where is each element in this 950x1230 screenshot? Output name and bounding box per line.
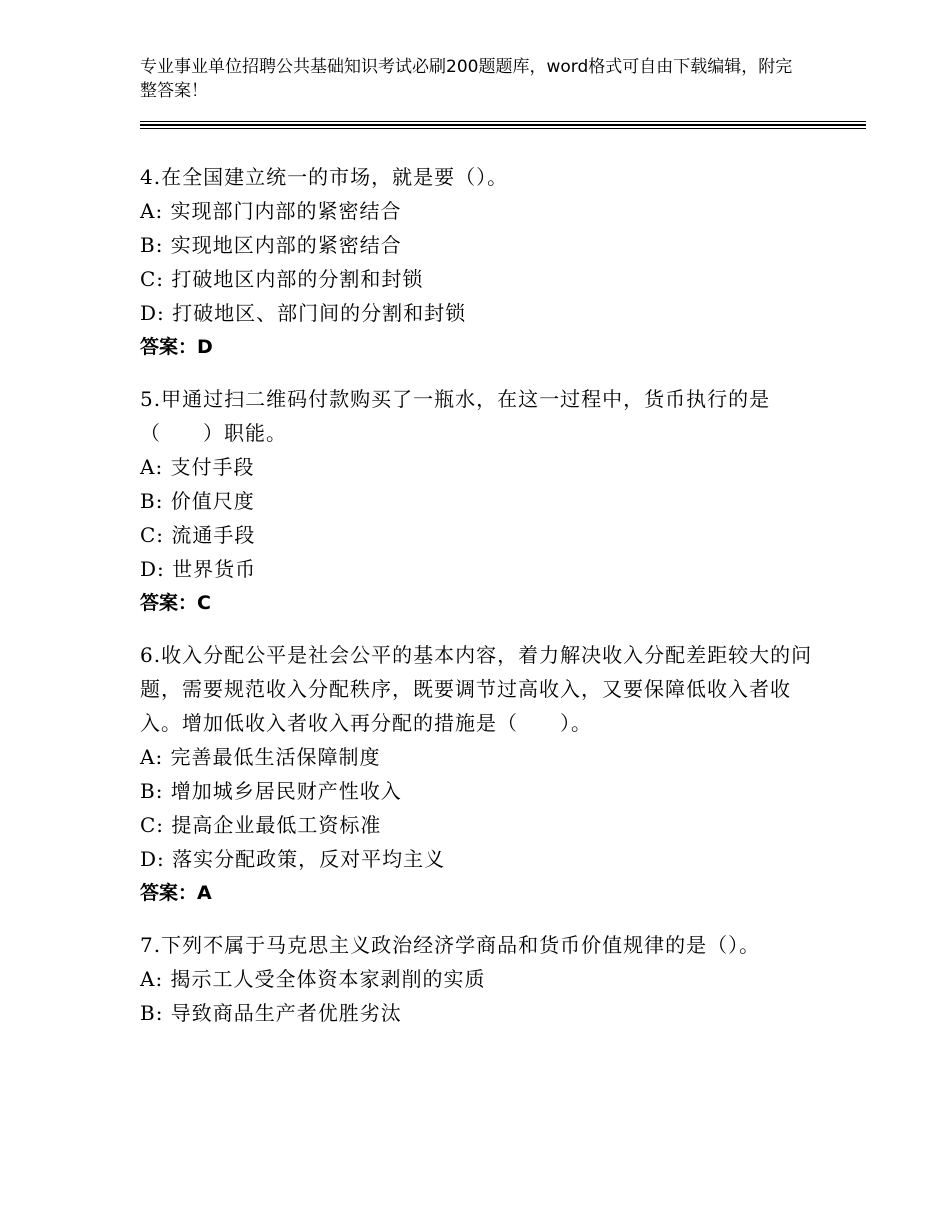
option-d: D: 世界货币: [140, 557, 257, 581]
header-rule-top: [140, 121, 866, 122]
option-a: A: 完善最低生活保障制度: [140, 745, 381, 769]
option-a: A: 实现部门内部的紧密结合: [140, 199, 402, 223]
answer-label: 答案：D: [140, 336, 213, 358]
header-rule-bottom: [140, 128, 866, 129]
option-b: B: 价值尺度: [140, 489, 255, 513]
header-rule-middle: [140, 124, 866, 126]
answer-label: 答案：C: [140, 592, 211, 614]
option-a: A: 揭示工人受全体资本家剥削的实质: [140, 967, 486, 991]
question-stem: 5.甲通过扫二维码付款购买了一瓶水，在这一过程中，货币执行的是（ ）职能。: [140, 387, 771, 445]
question-5: [140, 382, 820, 620]
question-stem: 6.收入分配公平是社会公平的基本内容，着力解决收入分配差距较大的问题，需要规范收入分配秩序，既要调节过高收入，又要保障低收入者收入。增加低收入者收入再分配的措施是（ ）。: [140, 643, 813, 735]
option-d: D: 打破地区、部门间的分割和封锁: [140, 301, 467, 325]
option-b: B: 增加城乡居民财产性收入: [140, 779, 402, 803]
question-4: [140, 160, 820, 364]
option-c: C: 打破地区内部的分割和封锁: [140, 267, 424, 291]
question-6: [140, 638, 820, 910]
question-7: [140, 928, 820, 1030]
option-d: D: 落实分配政策，反对平均主义: [140, 847, 446, 871]
question-stem: 7.下列不属于马克思主义政治经济学商品和货币价值规律的是（）。: [140, 933, 761, 957]
question-stem: 4.在全国建立统一的市场，就是要（）。: [140, 165, 509, 189]
option-b: B: 导致商品生产者优胜劣汰: [140, 1001, 402, 1025]
option-c: C: 流通手段: [140, 523, 256, 547]
option-a: A: 支付手段: [140, 455, 255, 479]
option-c: C: 提高企业最低工资标准: [140, 813, 382, 837]
option-b: B: 实现地区内部的紧密结合: [140, 233, 402, 257]
question-list: [140, 160, 820, 1048]
answer-label: 答案：A: [140, 882, 212, 904]
page-header: 专业事业单位招聘公共基础知识考试必刷200题题库，word格式可自由下载编辑，附完整答案！: [140, 57, 793, 101]
